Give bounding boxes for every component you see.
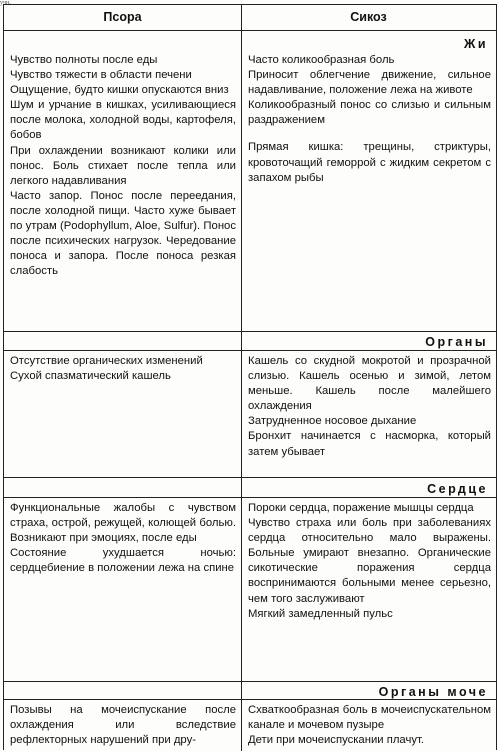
list-item: Мягкий замедленный пульс bbox=[248, 607, 393, 620]
list-item: Чувство страха или боль при заболеваниях сердца относительно мало выражены. Больные умирают внезапно. Органические сикотические поражения сердца воспринимаются больными менее серьезно, чем того заслуживают bbox=[248, 517, 491, 605]
list-item: Сухой спазматический кашель bbox=[10, 370, 171, 383]
list-item: Пороки сердца, поражение мышцы сердца bbox=[248, 502, 474, 514]
list-item: Коликообразный понос со слизью и сильным раздражением bbox=[248, 99, 491, 127]
section-digestion-psora bbox=[10, 53, 236, 279]
section-title-organs: Органы bbox=[419, 333, 488, 351]
corner-mark: учн. bbox=[0, 0, 11, 6]
section-divider bbox=[4, 331, 496, 332]
list-item: Прямая кишка: трещины, стриктуры, кровоточащий геморрой с жидким секретом с запахом рыбы bbox=[248, 141, 491, 184]
section-divider bbox=[4, 497, 496, 498]
section-divider bbox=[4, 699, 496, 700]
section-heart-psora bbox=[10, 501, 236, 576]
list-item: Функциональные жалобы с чувством страха, острой, режущей, колющей болью. Возникают при эмоциях, после еды bbox=[10, 502, 236, 545]
list-item: Схваткообразная боль в мочеиспускательном канале и мочевом пузыре bbox=[248, 704, 491, 732]
list-item: Шум и урчание в кишках, усиливающиеся после молока, холодной воды, картофеля, бобов bbox=[10, 99, 236, 142]
list-item: Часто коликообразная боль bbox=[248, 54, 395, 66]
section-divider bbox=[4, 350, 496, 351]
list-item: Бронхит начинается с насморка, который затем убывает bbox=[248, 430, 491, 458]
section-title-digestion: Жи bbox=[458, 35, 488, 53]
list-item: Чувство полноты после еды bbox=[10, 54, 158, 66]
list-item: Отсутствие органических изменений bbox=[10, 355, 203, 367]
section-organs-psora bbox=[10, 354, 236, 384]
section-urinary-sycosis bbox=[248, 703, 491, 748]
comparison-table bbox=[3, 4, 497, 750]
section-organs-sycosis bbox=[248, 354, 491, 460]
list-item: Чувство тяжести в области печени bbox=[10, 69, 192, 82]
section-divider bbox=[4, 477, 496, 478]
list-item: Ощущение, будто кишки опускаются вниз bbox=[10, 84, 229, 97]
section-digestion-sycosis bbox=[248, 53, 491, 186]
list-item: При охлаждении возникают колики или понос. Боль стихает после тепла или легкого надавливания bbox=[10, 144, 236, 187]
list-item: Позывы на мочеиспускание после охлаждения или вследствие рефлекторных нарушений при дру- bbox=[10, 704, 236, 747]
column-divider bbox=[241, 5, 242, 751]
list-item: Приносит облегчение движение, сильное надавливание, положение лежа на животе bbox=[248, 69, 491, 97]
list-item: Часто запор. Понос после переедания, после холодной пищи. Часто хуже бывает по утрам (Podophyllum, Aloe, Sulfur). Понос после психических нагрузок. Чередование поноса и запора. После поноса резкая слабость bbox=[10, 189, 236, 278]
section-divider bbox=[4, 681, 496, 682]
section-title-heart: Сердце bbox=[421, 480, 488, 498]
header-sycosis: Сикоз bbox=[350, 10, 387, 24]
section-title-urinary: Органы моче bbox=[373, 683, 488, 701]
list-item: Состояние ухудшается ночью: сердцебиение в положении лежа на спине bbox=[10, 547, 236, 575]
list-item: Дети при мочеиспускании плачут. bbox=[248, 734, 425, 747]
list-spacer bbox=[248, 128, 491, 140]
section-heart-sycosis bbox=[248, 501, 491, 622]
header-psora: Псора bbox=[103, 10, 142, 24]
table-header bbox=[4, 5, 496, 31]
section-urinary-psora bbox=[10, 703, 236, 748]
list-item: Кашель со скудной мокротой и прозрачной слизью. Кашель осенью и зимой, летом меньше. Кашель после малейшего охлаждения bbox=[248, 355, 491, 413]
list-item: Затрудненное носовое дыхание bbox=[248, 415, 417, 428]
